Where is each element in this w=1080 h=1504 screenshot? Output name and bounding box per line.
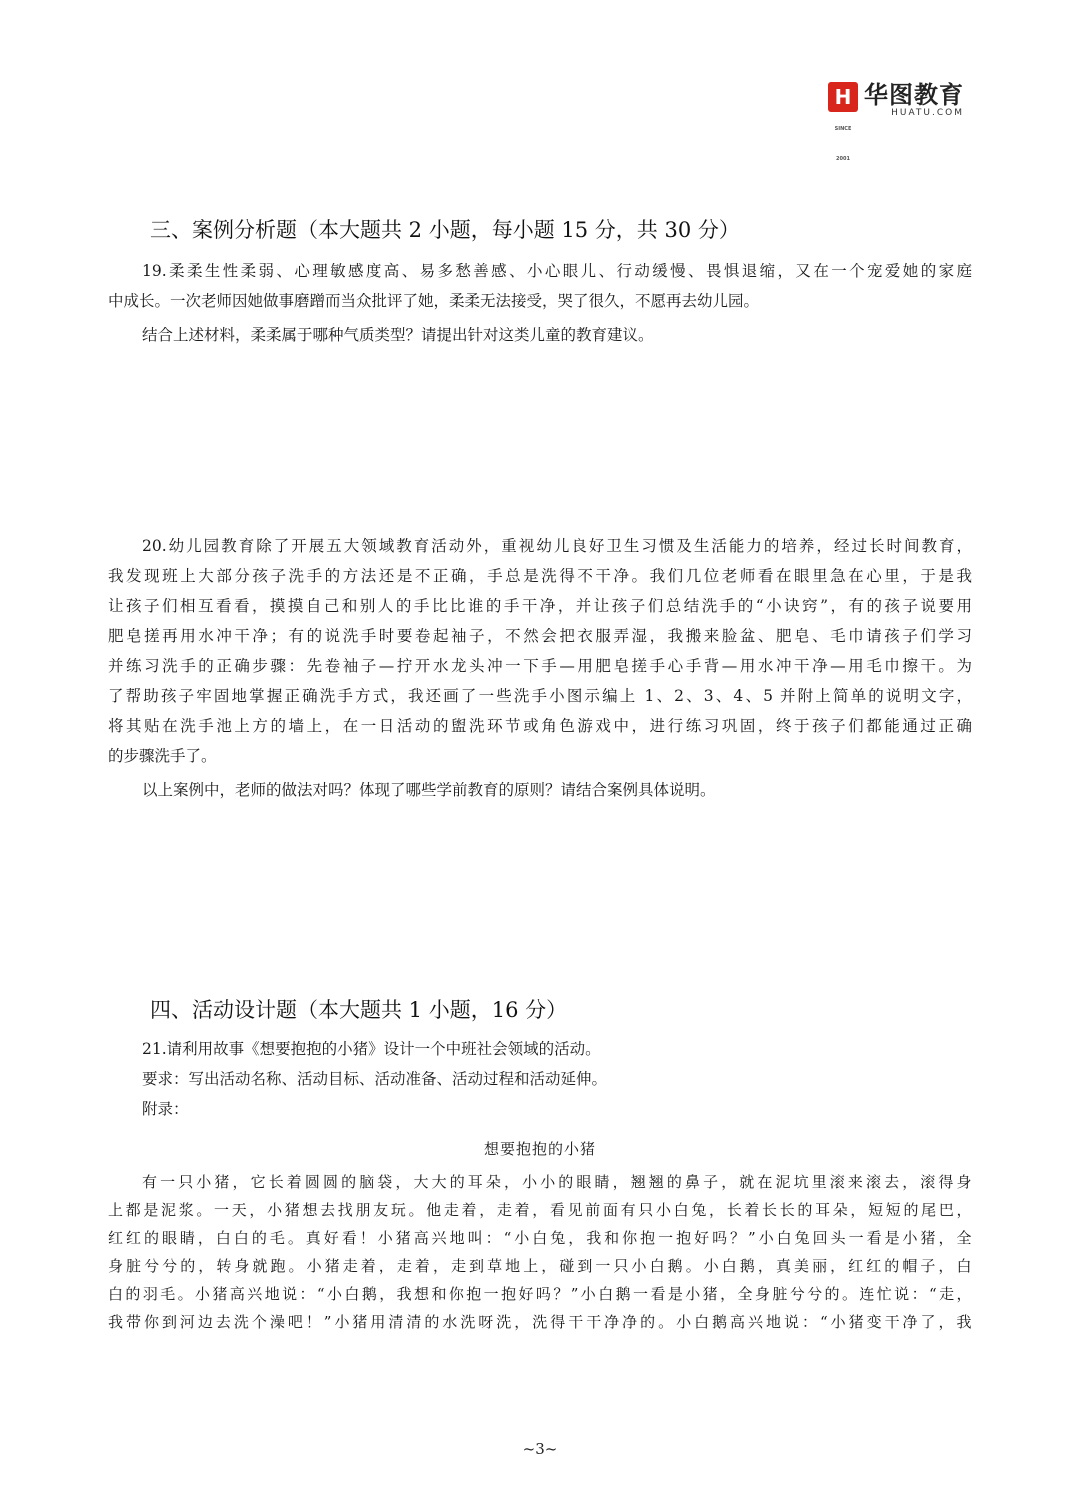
q20-line: 了帮助孩子牢固地掌握正确洗手方式，我还画了一些洗手小图示编上 1、2、3、4、5 并附上简单的说明文字， (108, 687, 972, 705)
q20-line: 让孩子们相互看看，摸摸自己和别人的手比比谁的手干净，并让孩子们总结洗手的“小诀窍”，有的孩子说要用 (108, 597, 972, 615)
q21-requirement: 要求：写出活动名称、活动目标、活动准备、活动过程和活动延伸。 (142, 1070, 608, 1088)
question-21 (108, 1034, 972, 1124)
section-4-title: 四、活动设计题（本大题共 1 小题，16 分） (150, 998, 568, 1022)
question-20 (108, 531, 972, 805)
story-body (108, 1168, 972, 1336)
q20-question: 以上案例中，老师的做法对吗？体现了哪些学前教育的原则？请结合案例具体说明。 (142, 781, 716, 799)
section-3-title: 三、案例分析题（本大题共 2 小题，每小题 15 分，共 30 分） (150, 218, 740, 242)
huatu-logo-icon: H SINCE 2001 (828, 82, 858, 112)
huatu-logo (828, 81, 964, 162)
logo-brand-cn: 华图教育 (864, 81, 964, 109)
story-line: 白的羽毛。小猪高兴地说：“小白鹅，我想和你抱一抱好吗？”小白鹅一看是小猪，全身脏兮兮的。连忙说：“走， (108, 1285, 972, 1303)
story-line: 上都是泥浆。一天，小猪想去找朋友玩。他走着，走着，看见前面有只小白兔，长着长长的耳朵，短短的尾巴， (108, 1201, 972, 1219)
q20-line: 肥皂搓再用水冲干净；有的说洗手时要卷起袖子，不然会把衣服弄湿，我搬来脸盆、肥皂、毛巾请孩子们学习 (108, 627, 972, 645)
story-line: 身脏兮兮的，转身就跑。小猪走着，走着，走到草地上，碰到一只小白鹅。小白鹅，真美丽，红红的帽子，白 (108, 1257, 972, 1275)
q20-line: 我发现班上大部分孩子洗手的方法还是不正确，手总是洗得不干净。我们几位老师看在眼里急在心里，于是我 (108, 567, 972, 585)
q20-line: 的步骤洗手了。 (108, 747, 217, 765)
story-title: 想要抱抱的小猪 (483, 1140, 596, 1158)
logo-since-text: SINCE 2001 (834, 126, 852, 162)
q20-line: 20.幼儿园教育除了开展五大领域教育活动外，重视幼儿良好卫生习惯及生活能力的培养，经过长时间教育， (142, 537, 972, 555)
q20-line: 并练习洗手的正确步骤：先卷袖子—拧开水龙头冲一下手—用肥皂搓手心手背—用水冲干净—用毛巾擦干。为 (108, 657, 972, 675)
page-number: ~3~ (522, 1440, 558, 1458)
q19-line: 中成长。一次老师因她做事磨蹭而当众批评了她，柔柔无法接受，哭了很久，不愿再去幼儿园。 (108, 292, 760, 310)
q21-appendix-label: 附录： (142, 1100, 189, 1118)
logo-text (864, 82, 964, 118)
q21-text: 21.请利用故事《想要抱抱的小猪》设计一个中班社会领域的活动。 (142, 1040, 601, 1058)
q19-question: 结合上述材料，柔柔属于哪种气质类型？请提出针对这类儿童的教育建议。 (142, 326, 654, 344)
question-19 (108, 256, 972, 350)
q20-line: 将其贴在洗手池上方的墙上，在一日活动的盥洗环节或角色游戏中，进行练习巩固，终于孩子们都能通过正确 (108, 717, 972, 735)
q19-line: 19.柔柔生性柔弱、心理敏感度高、易多愁善感、小心眼儿、行动缓慢、畏惧退缩，又在一个宠爱她的家庭 (142, 262, 972, 280)
logo-brand-en: HUATU.COM (891, 108, 964, 118)
story-line: 有一只小猪，它长着圆圆的脑袋，大大的耳朵，小小的眼睛，翘翘的鼻子，就在泥坑里滚来滚去，滚得身 (142, 1173, 972, 1191)
story-line: 我带你到河边去洗个澡吧！”小猪用清清的水洗呀洗，洗得干干净净的。小白鹅高兴地说：“小猪变干净了，我 (108, 1313, 972, 1331)
story-line: 红红的眼睛，白白的毛。真好看！小猪高兴地叫：“小白兔，我和你抱一抱好吗？”小白兔回头一看是小猪，全 (108, 1229, 972, 1247)
